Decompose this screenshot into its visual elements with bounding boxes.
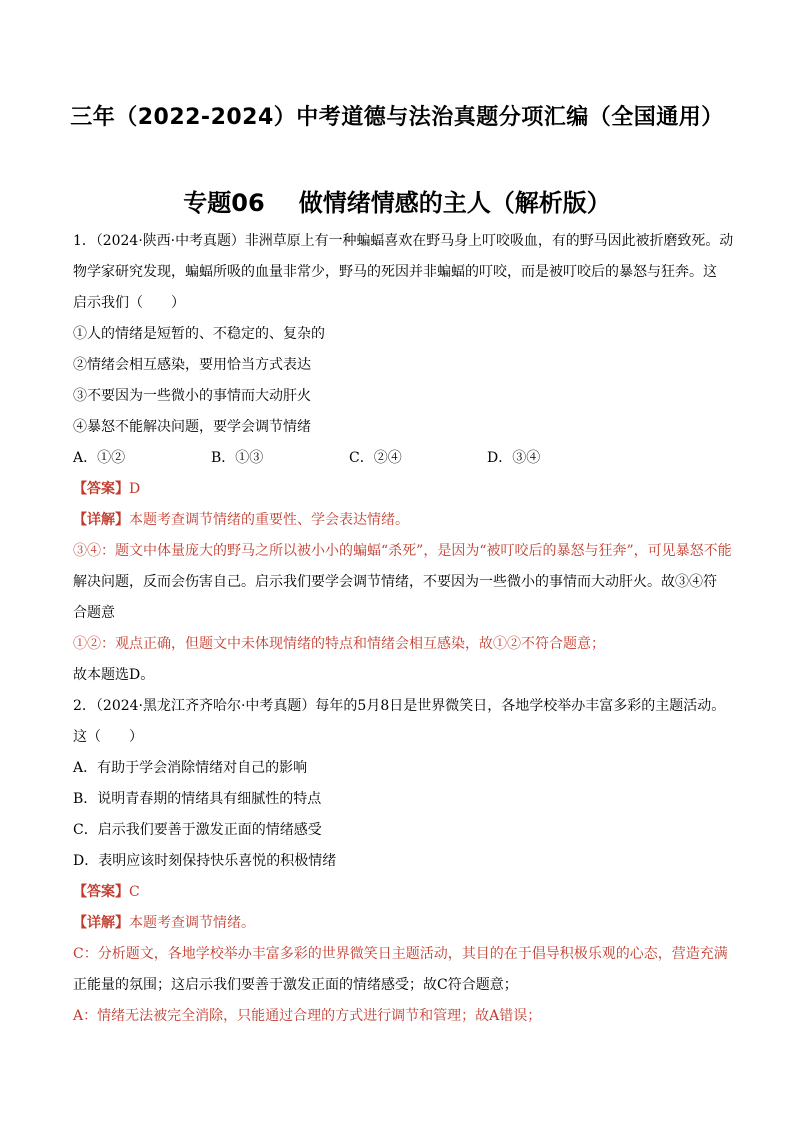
answer-tag: 【答案】 [73, 481, 129, 497]
question-stem-line: 物学家研究发现，蝙蝠所吸的血量非常少，野马的死因并非蝙蝠的叮咬，而是被叮咬后的暴怒与狂奔。这 [73, 264, 717, 280]
detail-line [73, 908, 733, 939]
statement-2: ②情绪会相互感染，要用恰当方式表达 [73, 357, 311, 373]
question-stem-line: 启示我们（ ） [73, 295, 185, 311]
question-2 [73, 691, 733, 1032]
statement-3: ③不要因为一些微小的事情而大动肝火 [73, 388, 311, 404]
option-b: B．①③ [211, 450, 264, 466]
statement-4: ④暴怒不能解决问题，要学会调节情绪 [73, 419, 311, 435]
answer-tag: 【答案】 [73, 884, 129, 900]
question-stem-line: 2．（2024·黑龙江齐齐哈尔·中考真题）每年的5月8日是世界微笑日，各地学校举办丰富多彩的主题活动。 [73, 698, 726, 714]
document-title: 三年（2022-2024）中考道德与法治真题分项汇编（全国通用） [70, 105, 724, 130]
answer-value: D [129, 481, 141, 497]
option-d: D．表明应该时刻保持快乐喜悦的积极情绪 [73, 853, 337, 869]
explanation-line: 正能量的氛围；这启示我们要善于激发正面的情绪感受；故C符合题意； [73, 977, 518, 993]
explanation-line: 合题意 [73, 605, 115, 621]
explanation-line: 解决问题，反而会伤害自己。启示我们要学会调节情绪，不要因为一些微小的事情而大动肝火。故③④符 [73, 574, 717, 590]
answer-options [73, 443, 733, 474]
answer-value: C [129, 884, 140, 900]
explanation-line: ①②：观点正确，但题文中未体现情绪的特点和情绪会相互感染，故①②不符合题意； [73, 636, 605, 652]
option-c: C．②④ [349, 450, 402, 466]
subtitle-topic-name: 做情绪情感的主人（解析版） [298, 189, 611, 217]
option-c: C．启示我们要善于激发正面的情绪感受 [73, 822, 322, 838]
option-a: A．①② [73, 450, 126, 466]
explanation-line: C：分析题文，各地学校举办丰富多彩的世界微笑日主题活动，其目的在于倡导积极乐观的心态，营造充满 [73, 946, 728, 962]
conclusion-line: 故本题选D。 [73, 667, 155, 683]
detail-line [73, 505, 733, 536]
detail-tag: 【详解】 [73, 512, 129, 528]
detail-tag: 【详解】 [73, 915, 129, 931]
question-stem-line: 1．（2024·陕西·中考真题）非洲草原上有一种蝙蝠喜欢在野马身上叮咬吸血，有的野马因此被折磨致死。动 [73, 233, 734, 249]
question-stem-line: 这（ ） [73, 729, 143, 745]
explanation-line: A：情绪无法被完全消除，只能通过合理的方式进行调节和管理；故A错误； [73, 1008, 542, 1024]
option-a: A．有助于学会消除情绪对自己的影响 [73, 760, 308, 776]
explanation-line: ③④：题文中体量庞大的野马之所以被小小的蝙蝠“杀死”，是因为“被叮咬后的暴怒与狂奔”，可见暴怒不能 [73, 543, 732, 559]
statement-1: ①人的情绪是短暂的、不稳定的、复杂的 [73, 326, 325, 342]
document-subtitle [0, 183, 794, 218]
answer-line [73, 474, 733, 505]
answer-line [73, 877, 733, 908]
subtitle-topic-number: 专题06 [183, 189, 265, 217]
option-b: B．说明青春期的情绪具有细腻性的特点 [73, 791, 322, 807]
document-body [73, 226, 733, 1032]
option-d: D．③④ [487, 450, 541, 466]
detail-text: 本题考查调节情绪的重要性、学会表达情绪。 [129, 512, 409, 528]
question-1 [73, 226, 733, 691]
detail-text: 本题考查调节情绪。 [129, 915, 255, 931]
